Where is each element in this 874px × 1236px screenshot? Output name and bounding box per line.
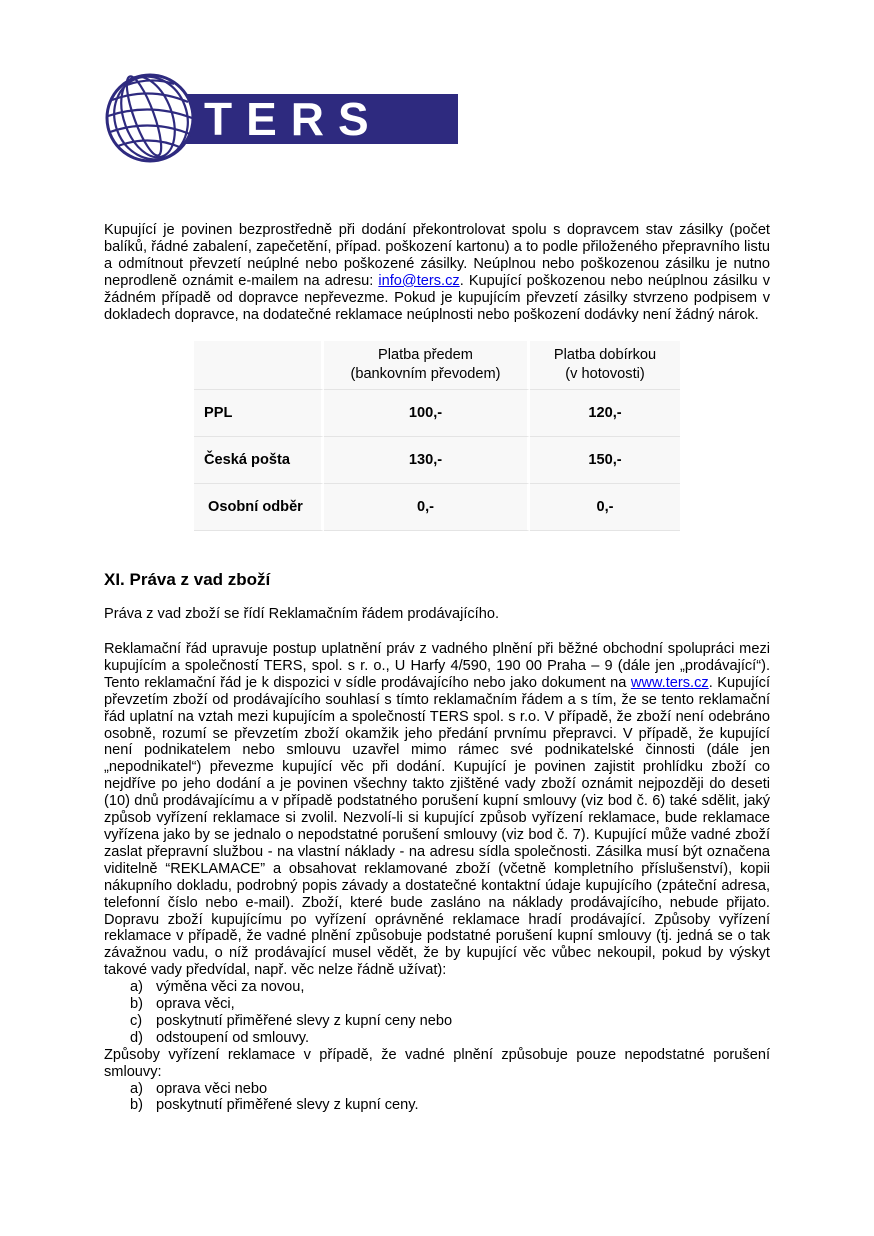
cod-price-cell: 150,- bbox=[530, 437, 680, 484]
carrier-cell: Osobní odběr bbox=[194, 484, 324, 531]
minor-defect-intro: Způsoby vyřízení reklamace v případě, že vadné plnění způsobuje pouze nepodstatné porušení smlouvy: bbox=[104, 1046, 770, 1080]
list-item: b) poskytnutí přiměřené slevy z kupní ceny. bbox=[130, 1097, 419, 1114]
section-heading: XI. Práva z vad zboží bbox=[104, 570, 271, 589]
ters-logo bbox=[104, 72, 460, 166]
table-header-row bbox=[194, 341, 680, 390]
list-item: d) odstoupení od smlouvy. bbox=[130, 1029, 310, 1046]
carrier-cell: Česká pošta bbox=[194, 437, 324, 484]
prepaid-price-cell: 100,- bbox=[324, 390, 530, 437]
prepaid-price-cell: 130,- bbox=[324, 437, 530, 484]
minor-defect-options-list bbox=[104, 1081, 770, 1115]
header-empty-cell bbox=[194, 341, 324, 390]
email-link[interactable]: info@ters.cz bbox=[378, 272, 460, 289]
logo-text: TERS bbox=[204, 93, 383, 145]
website-link[interactable]: www.ters.cz bbox=[630, 674, 709, 691]
intro-text-cont: . Kupující poškozenou nebo neúplnou zásilku v žádném případě od dopravce nepřevezme. Pokud je kupujícím převzetí zásilky stvrzeno podpisem v dokladech dopravce, na dodatečné reklamace neúplnosti nebo poškození dodávky není žádný nárok. bbox=[104, 272, 770, 323]
carrier-cell: PPL bbox=[194, 390, 324, 437]
list-item: b) oprava věci, bbox=[130, 996, 235, 1013]
shipping-price-table bbox=[194, 341, 680, 531]
section-lead: Práva z vad zboží se řídí Reklamačním řádem prodávajícího. bbox=[104, 606, 500, 622]
intro-text: Kupující je povinen bezprostředně při dodání překontrolovat spolu s dopravcem stav zásilky (počet balíků, řádné zabalení, zapečetění, případ. poškození kartonu) a to podle přiloženého přepravního listu a odmítnout převzetí neúplné nebo poškozené zásilky. Neúplnou nebo poškozenou zásilku je nutno neprodleně oznámit e-mailem na adresu: bbox=[104, 222, 770, 289]
list-item: a) oprava věci nebo bbox=[130, 1080, 268, 1097]
complaint-rules-body bbox=[104, 641, 770, 1114]
cod-price-cell: 120,- bbox=[530, 390, 680, 437]
header-cod: Platba dobírkou (v hotovosti) bbox=[530, 341, 680, 390]
table-row bbox=[194, 484, 680, 531]
body-text-cont: . Kupující převzetím zboží od prodávajícího souhlasí s tímto reklamačním řádem a s tím, že se tento reklamační řád uplatní na vztah mezi kupujícím a společností TERS spol. s r.o. V případě, že zboží není odebráno osobně, rozumí se převzetím zboží okamžik jeho předání prvnímu přepravci. V případě, že kupující není podnikatelem nebo smlouvu uzavřel mimo rámec své podnikatelské činnosti (dále jen „nepodnikatel“) převezme kupující věc při dodání. Kupující je povinen zajistit prohlídku zboží co nejdříve po jeho dodání a je povinen všechny takto zjištěné vady zboží oznámit nejpozději do deseti (10) dnů prodávajícímu a v případě podstatného porušení kupní smlouvy (viz bod č. 6) také sdělit, jaký způsob vyřízení reklamace si zvolil. Nezvolí-li si kupující způsob vyřízení reklamace, bude reklamace vyřízena jako by se jednalo o nepodstatné porušení smlouvy (viz bod č. 7). Kupující může vadné zboží zaslat přepravní službou - na vlastní náklady - na adresu sídla společnosti. Zásilka musí být označena viditelně “REKLAMACE” a obsahovat reklamované zboží (včetně kompletního příslušenství), kopii nákupního dokladu, podrobný popis závady a dostatečné kontaktní údaje kupujícího (zpáteční adresa, telefonní číslo nebo e-mail). Zboží, které bude zasláno na náklady prodávajícího, nebude přijato. Dopravu zboží kupujícímu po vyřízení oprávněné reklamace hradí prodávající. Způsoby vyřízení reklamace v případě, že vadné plnění způsobuje podstatné porušení kupní smlouvy (tj. jedná se o tak závažnou vadu, o níž prodávající musel vědět, že by kupující věc vůbec nekoupil, pokud by výskyt takové vady předvídal, např. věc nelze řádně užívat): bbox=[104, 674, 770, 979]
body-text: Reklamační řád upravuje postup uplatnění práv z vadného plnění při běžné obchodní spolupráci mezi kupujícím a společností TERS, spol. s r. o., U Harfy 4/590, 190 00 Praha – 9 (dále jen „prodávající“). Tento reklamační řád je k dispozici v sídle prodávajícího nebo jako dokument na bbox=[104, 641, 770, 691]
table-row bbox=[194, 437, 680, 484]
globe-logo-icon bbox=[104, 72, 460, 166]
list-item: a) výměna věci za novou, bbox=[130, 979, 305, 996]
major-defect-options-list bbox=[104, 979, 770, 1047]
list-item: c) poskytnutí přiměřené slevy z kupní ceny nebo bbox=[130, 1012, 453, 1029]
prepaid-price-cell: 0,- bbox=[324, 484, 530, 531]
cod-price-cell: 0,- bbox=[530, 484, 680, 531]
table-row bbox=[194, 390, 680, 437]
header-prepaid: Platba předem (bankovním převodem) bbox=[324, 341, 530, 390]
delivery-inspection-paragraph bbox=[104, 222, 770, 323]
